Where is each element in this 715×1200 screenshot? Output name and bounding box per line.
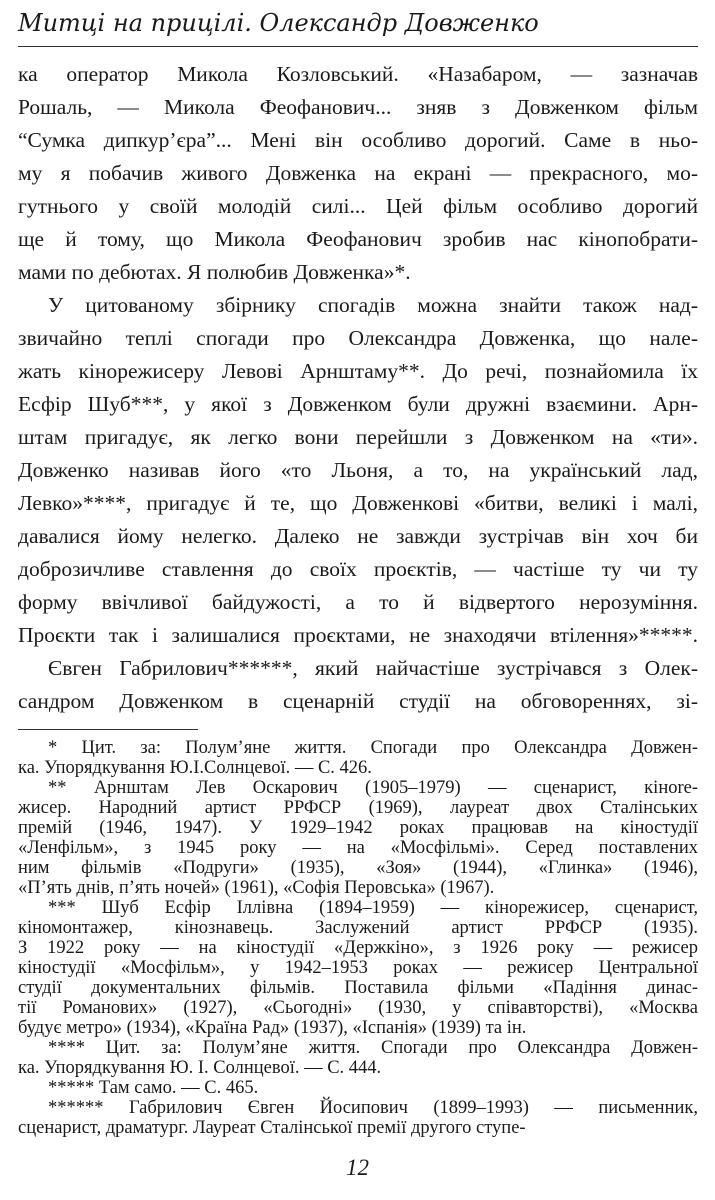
body-line: “Сумка дипкур’єра”... Мені він особливо дорогий. Саме в ньо-	[18, 128, 698, 152]
body-line: жать кінорежисеру Левові Арнштаму**. До речі, познайомила їх	[18, 359, 698, 383]
footnote-line: тії Романових» (1927), «Сьогодні» (1930, у співавторстві), «Москва	[18, 998, 698, 1018]
footnote-line: ним фільмів «Подруги» (1935), «Зоя» (1944), «Глинка» (1946),	[18, 858, 698, 878]
footnote-line: * Цит. за: Полум’яне життя. Спогади про Олександра Довжен-	[48, 738, 698, 758]
body-line: У цитованому збірнику спогадів можна знайти також над-	[48, 293, 698, 317]
footnote-line: ка. Упорядкування Ю. І. Солнцевої. — С. 444.	[18, 1058, 382, 1078]
header-rule	[18, 46, 698, 47]
footnote-line: кіномонтажер, кінознавець. Заслужений артист РРФСР (1935).	[18, 918, 698, 938]
body-line: ка оператор Микола Козловський. «Назабаром, — зазначав	[18, 62, 698, 86]
body-line: Рошаль, — Микола Феофанович... зняв з Довженком фільм	[18, 95, 698, 119]
body-line: форму ввічливої байдужості, а то й відвертого нерозуміння.	[18, 590, 698, 614]
body-line: штам пригадує, як легко вони перейшли з Довженком на «ти».	[18, 425, 698, 449]
footnote-line: ****** Габрилович Євген Йосипович (1899–1993) — письменник,	[48, 1098, 698, 1118]
footnote-line: «Ленфільм», з 1945 року — на «Мосфільмі». Серед поставлених	[18, 838, 698, 858]
running-head: Митці на прицілі. Олександр Довженко	[18, 9, 539, 37]
body-line: доброзичливе ставлення до своїх проєктів, — частіше ту чи ту	[18, 557, 698, 581]
footnote-line: ** Арнштам Лев Оскарович (1905–1979) — сценарист, кінore-	[48, 778, 698, 798]
footnote-line: кіностудії «Мосфільм», у 1942–1953 роках — режисер Центральної	[18, 958, 698, 978]
footnote-line: премій (1946, 1947). У 1929–1942 роках працював на кіностудії	[18, 818, 698, 838]
footnote-line: З 1922 року — на кіностудії «Держкіно», з 1926 року — режисер	[18, 938, 698, 958]
body-line: ще й тому, що Микола Феофанович зробив нас кінопобрати-	[18, 227, 698, 251]
body-line: Есфір Шуб***, у якої з Довженком були дружні взаємини. Арн-	[18, 392, 698, 416]
body-line: Проєкти так і залишалися проєктами, не знаходячи втілення»*****.	[18, 623, 698, 647]
page-number: 12	[346, 1155, 369, 1180]
body-line: сандром Довженком в сценарній студії на обговореннях, зі-	[18, 689, 698, 713]
footnote-rule	[18, 729, 198, 730]
footnote-line: жисер. Народний артист РРФСР (1969), лауреат двох Сталінських	[18, 798, 698, 818]
footnote-line: *** Шуб Есфір Іллівна (1894–1959) — кінорежисер, сценарист,	[48, 898, 698, 918]
body-line: му я побачив живого Довженка на екрані — прекрасного, мо-	[18, 161, 698, 185]
footnote-line: сценарист, драматург. Лауреат Сталінської премії другого ступе-	[18, 1118, 526, 1138]
body-line: Євген Габрилович******, який найчастіше зустрічався з Олек-	[48, 656, 698, 680]
body-line: звичайно теплі спогади про Олександра Довженка, що нале-	[18, 326, 698, 350]
footnote-line: студії документальних фільмів. Поставила фільми «Падіння динас-	[18, 978, 698, 998]
footnote-line: **** Цит. за: Полум’яне життя. Спогади про Олександра Довжен-	[48, 1038, 698, 1058]
footnote-line: «П’ять днів, п’ять ночей» (1961), «Софія Перовська» (1967).	[18, 878, 495, 898]
body-line: гутнього у своїй молодій силі... Цей фільм особливо дорогий	[18, 194, 698, 218]
footnote-line: будує метро» (1934), «Країна Рад» (1937), «Іспанія» (1939) та ін.	[18, 1018, 527, 1038]
body-line: Довженко називав його «то Льоня, а то, на український лад,	[18, 458, 698, 482]
body-line: давалися йому нелегко. Далеко не завжди зустрічав він хоч би	[18, 524, 698, 548]
body-line: мами по дебютах. Я полюбив Довженка»*.	[18, 260, 411, 284]
body-line: Левко»****, пригадує й те, що Довженкові «битви, великі і малі,	[18, 491, 698, 515]
footnote-line: ка. Упорядкування Ю.І.Солнцевої. — С. 426.	[18, 758, 372, 778]
footnote-line: ***** Там само. — С. 465.	[48, 1078, 259, 1098]
